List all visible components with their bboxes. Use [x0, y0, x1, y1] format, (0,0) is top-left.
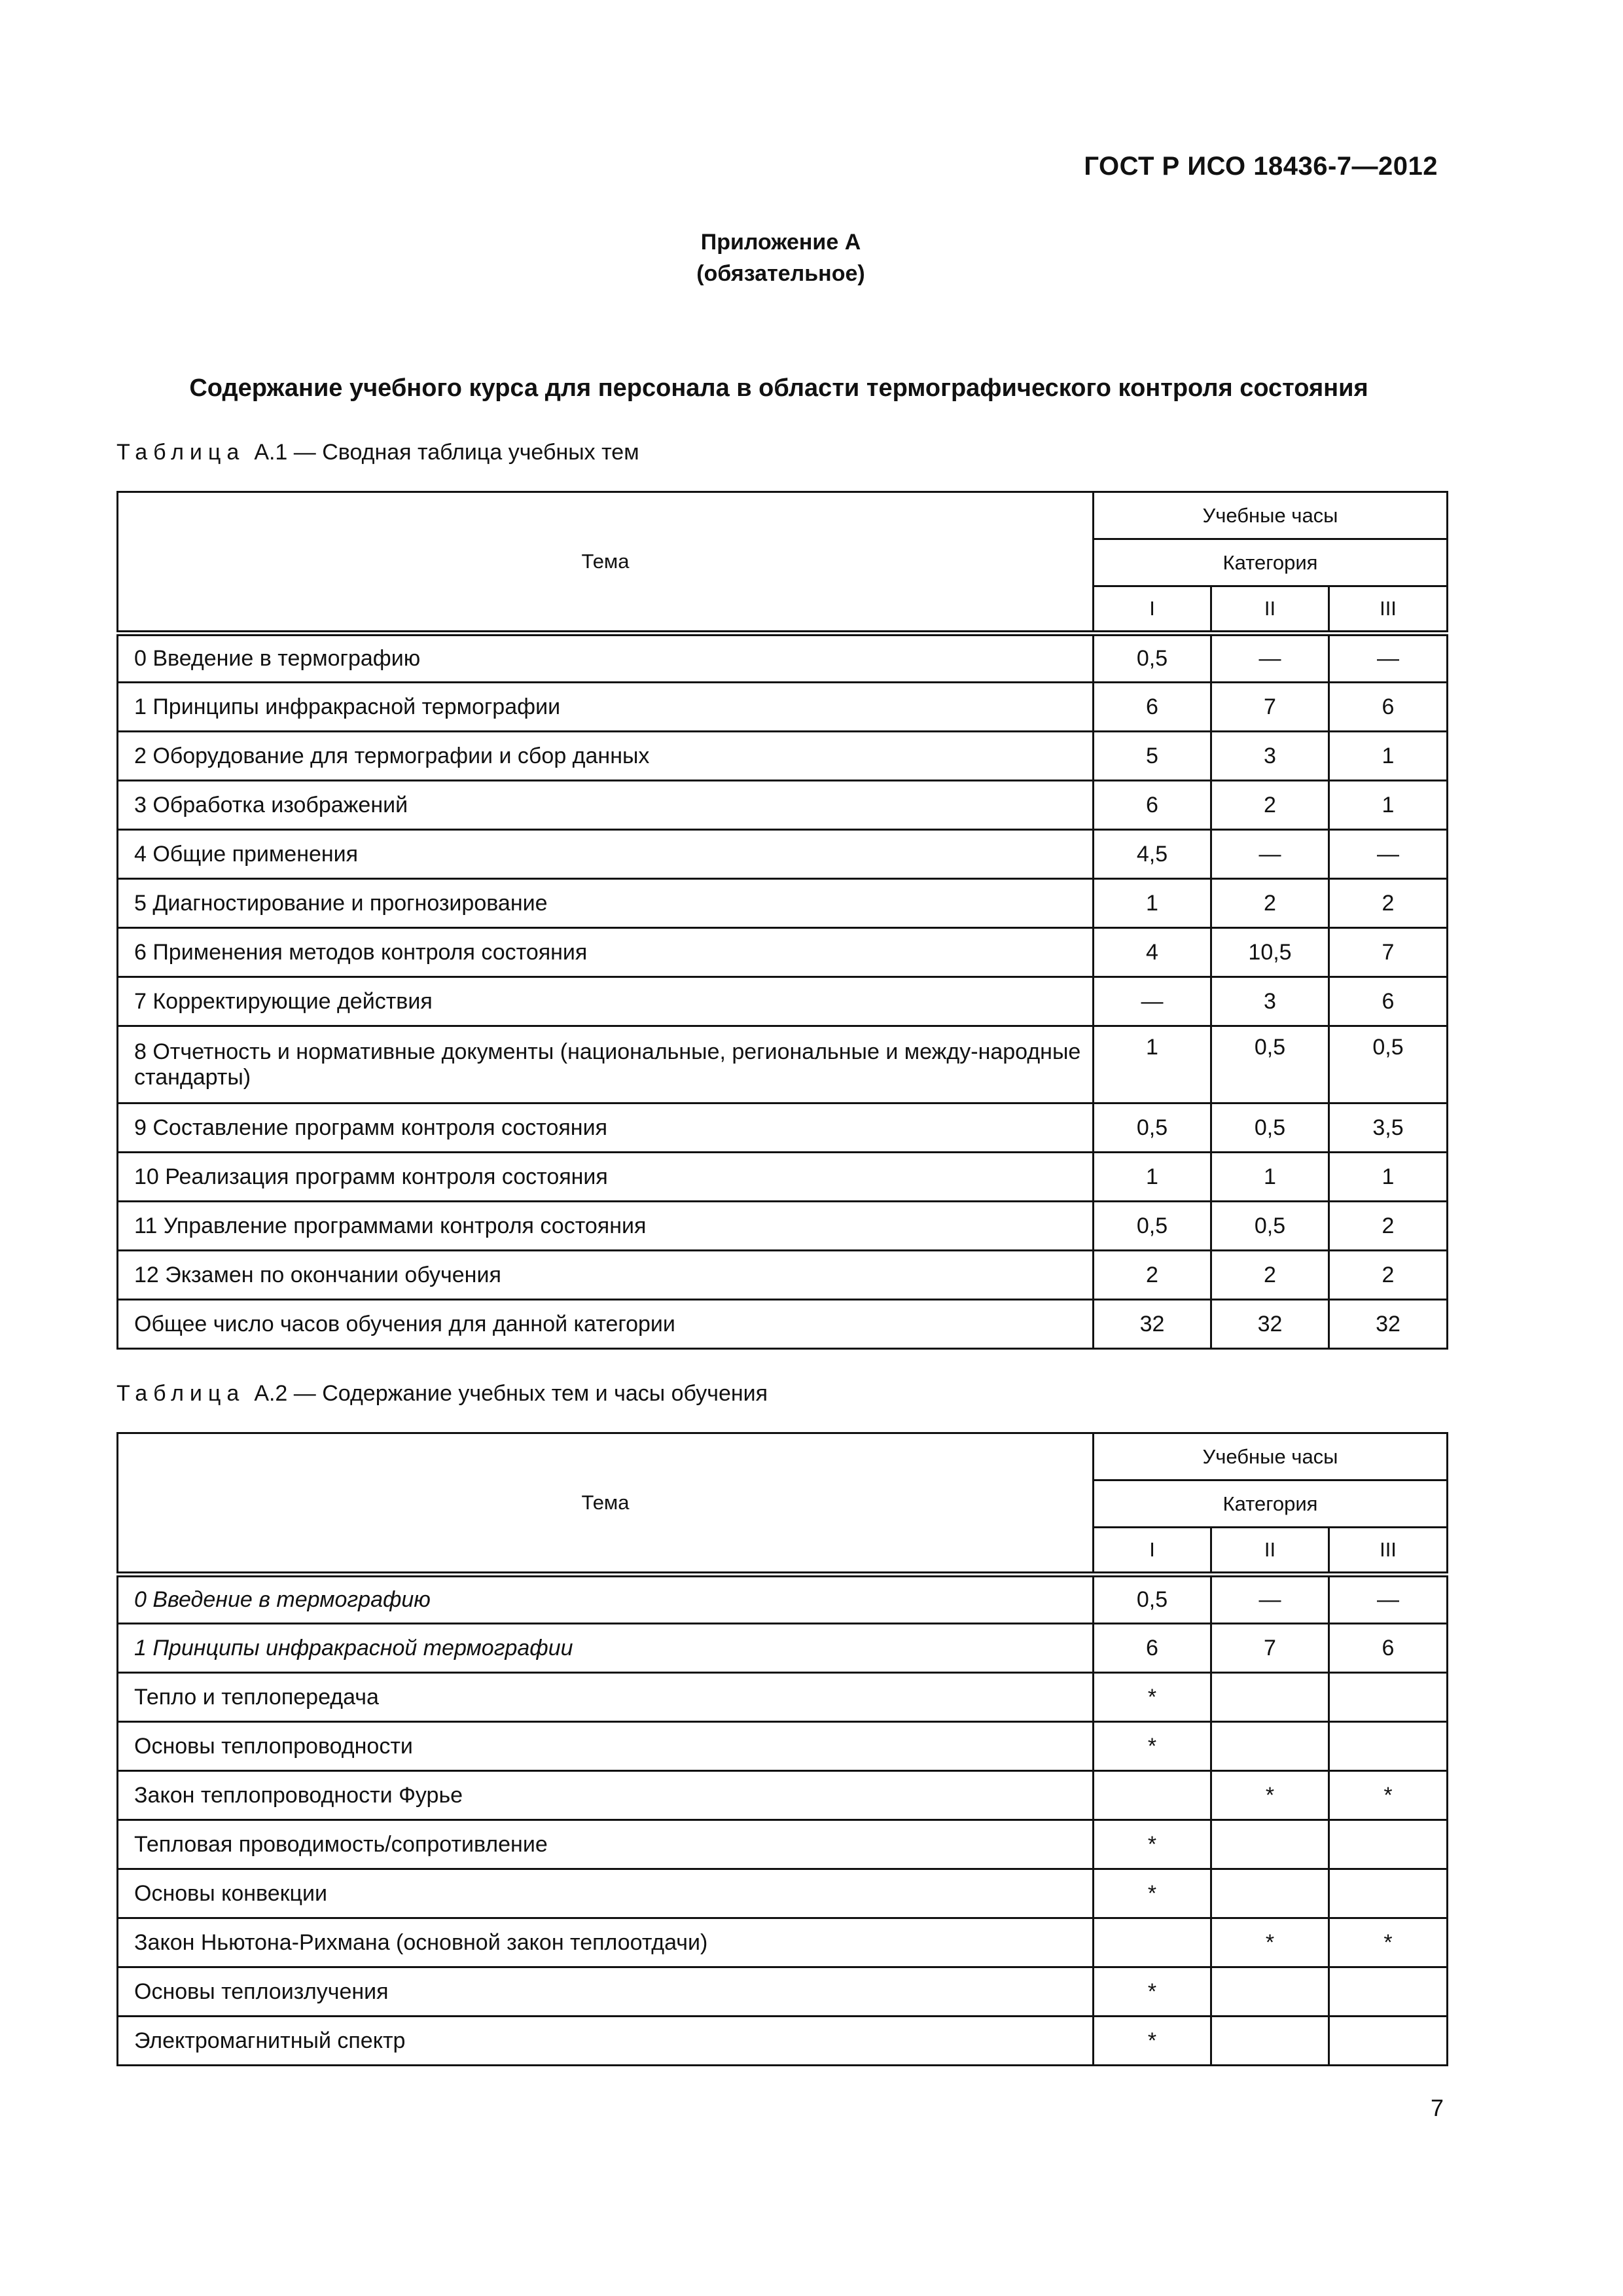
hours-value: 1 [1382, 743, 1395, 768]
hours-cell-cat-1 [1094, 732, 1211, 781]
topic-cell: 8 Отчетность и нормативные документы (национальные, региональные и между-народные стандарты) [118, 1026, 1094, 1103]
hours-value: 7 [1382, 939, 1395, 965]
hours-cell-cat-2 [1211, 634, 1329, 683]
hours-value: — [1377, 646, 1399, 671]
topic-cell: Тепловая проводимость/сопротивление [118, 1820, 1094, 1869]
hours-cell-cat-1 [1094, 879, 1211, 928]
hours-value: — [1141, 988, 1164, 1014]
table1-header-cat-2: II [1211, 586, 1329, 634]
table-row [118, 732, 1448, 781]
table2-caption-text: А.2 — Содержание учебных тем и часы обучения [254, 1381, 768, 1406]
table2-header-hours: Учебные часы [1094, 1433, 1448, 1480]
hours-value: 1 [1146, 1164, 1158, 1189]
hours-cell-cat-3 [1329, 683, 1448, 732]
hours-value: — [1377, 841, 1399, 867]
topic-cell: Электромагнитный спектр [118, 2017, 1094, 2066]
hours-value: 2 [1264, 1262, 1276, 1287]
hours-cell-cat-2 [1211, 1575, 1329, 1624]
topic-cell: Тепло и теплопередача [118, 1673, 1094, 1722]
table-row [118, 1300, 1448, 1349]
hours-cell-cat-2 [1211, 1300, 1329, 1349]
hours-cell-cat-1 [1094, 1103, 1211, 1153]
hours-value: 32 [1376, 1311, 1400, 1336]
topic-cell: Общее число часов обучения для данной категории [118, 1300, 1094, 1349]
hours-value: 32 [1139, 1311, 1165, 1336]
table1-header-category: Категория [1094, 539, 1448, 586]
hours-value: 1 [1382, 792, 1395, 817]
table-row [118, 928, 1448, 977]
topic-cell: 1 Принципы инфракрасной термографии [118, 1624, 1094, 1673]
hours-cell-cat-3 [1329, 977, 1448, 1026]
hours-cell-cat-2 [1211, 732, 1329, 781]
document-code: ГОСТ Р ИСО 18436-7—2012 [1084, 152, 1438, 181]
hours-cell-cat-1 [1094, 1918, 1211, 1967]
table1-caption-prefix: Таблица [116, 440, 245, 465]
hours-cell-cat-1 [1094, 1967, 1211, 2017]
hours-value: 0,5 [1136, 1587, 1168, 1612]
table1-caption-text: А.1 — Сводная таблица учебных тем [254, 440, 639, 465]
hours-cell-cat-3 [1329, 1771, 1448, 1820]
table2-header-cat-2: II [1211, 1528, 1329, 1575]
hours-cell-cat-3 [1329, 1918, 1448, 1967]
topic-cell: 2 Оборудование для термографии и сбор данных [118, 732, 1094, 781]
table-row [118, 1103, 1448, 1153]
hours-value: 3 [1264, 743, 1276, 768]
hours-cell-cat-2 [1211, 1869, 1329, 1918]
hours-cell-cat-2 [1211, 830, 1329, 879]
table-row [118, 1673, 1448, 1722]
table1-body [118, 634, 1448, 1349]
table-row [118, 1918, 1448, 1967]
hours-cell-cat-1 [1094, 634, 1211, 683]
hours-cell-cat-3 [1329, 830, 1448, 879]
hours-value: 7 [1264, 1635, 1276, 1660]
table2-body [118, 1575, 1448, 2066]
hours-value: 6 [1382, 694, 1395, 719]
topic-cell: 12 Экзамен по окончании обучения [118, 1251, 1094, 1300]
hours-value: 2 [1382, 890, 1395, 916]
hours-cell-cat-2 [1211, 1967, 1329, 2017]
table2-header-category: Категория [1094, 1480, 1448, 1528]
hours-cell-cat-2 [1211, 2017, 1329, 2066]
table-row [118, 830, 1448, 879]
hours-value: 6 [1146, 792, 1158, 817]
hours-value: — [1377, 1587, 1399, 1612]
table-row [118, 683, 1448, 732]
hours-value: 0,5 [1136, 1115, 1168, 1140]
annex-heading [0, 226, 1561, 289]
hours-value: — [1258, 841, 1281, 867]
table-row [118, 1202, 1448, 1251]
topic-cell: Основы теплоизлучения [118, 1967, 1094, 2017]
hours-value: * [1147, 1880, 1157, 1906]
hours-cell-cat-3 [1329, 732, 1448, 781]
section-title: Содержание учебного курса для персонала в области термографического контроля состояния [189, 374, 1368, 402]
hours-value: — [1258, 646, 1281, 671]
hours-cell-cat-3 [1329, 1251, 1448, 1300]
table2-caption [116, 1381, 768, 1407]
hours-cell-cat-2 [1211, 1771, 1329, 1820]
table1-header-hours: Учебные часы [1094, 492, 1448, 539]
annex-status: (обязательное) [696, 261, 865, 286]
table-row [118, 781, 1448, 830]
hours-value: * [1383, 1929, 1393, 1955]
hours-value: 0,5 [1254, 1115, 1286, 1140]
hours-value: * [1147, 1733, 1157, 1759]
topic-cell: 1 Принципы инфракрасной термографии [118, 683, 1094, 732]
table1 [116, 491, 1448, 1350]
table-row [118, 977, 1448, 1026]
hours-cell-cat-2 [1211, 1918, 1329, 1967]
hours-value: * [1147, 1831, 1157, 1857]
hours-cell-cat-1 [1094, 1624, 1211, 1673]
topic-cell: Основы конвекции [118, 1869, 1094, 1918]
hours-cell-cat-3 [1329, 1103, 1448, 1153]
hours-value: * [1383, 1782, 1393, 1808]
table2 [116, 1432, 1448, 2066]
hours-cell-cat-3 [1329, 1300, 1448, 1349]
hours-cell-cat-2 [1211, 683, 1329, 732]
hours-cell-cat-1 [1094, 1869, 1211, 1918]
hours-value: 10,5 [1248, 939, 1292, 965]
hours-cell-cat-1 [1094, 1026, 1211, 1103]
table1-caption [116, 440, 639, 465]
table2-header-cat-1: I [1094, 1528, 1211, 1575]
hours-value: — [1258, 1587, 1281, 1612]
table2-header-cat-3: III [1329, 1528, 1448, 1575]
table1-header-topic: Тема [118, 492, 1094, 634]
topic-cell: 10 Реализация программ контроля состояния [118, 1153, 1094, 1202]
topic-cell: Закон теплопроводности Фурье [118, 1771, 1094, 1820]
hours-value: 1 [1264, 1164, 1276, 1189]
hours-cell-cat-2 [1211, 1251, 1329, 1300]
hours-value: 0,5 [1372, 1035, 1404, 1060]
hours-cell-cat-2 [1211, 1624, 1329, 1673]
hours-cell-cat-3 [1329, 1869, 1448, 1918]
hours-cell-cat-3 [1329, 781, 1448, 830]
hours-value: 1 [1382, 1164, 1395, 1189]
hours-value: * [1265, 1929, 1275, 1955]
hours-cell-cat-1 [1094, 1300, 1211, 1349]
hours-value: 4,5 [1136, 841, 1168, 867]
hours-cell-cat-2 [1211, 781, 1329, 830]
hours-value: 0,5 [1136, 646, 1168, 671]
hours-value: 5 [1146, 743, 1158, 768]
hours-cell-cat-1 [1094, 1771, 1211, 1820]
table-row [118, 634, 1448, 683]
hours-cell-cat-1 [1094, 1202, 1211, 1251]
hours-value: 2 [1264, 792, 1276, 817]
hours-value: 6 [1382, 988, 1395, 1014]
topic-cell: 0 Введение в термографию [118, 634, 1094, 683]
hours-value: 6 [1382, 1635, 1395, 1660]
table2-header-topic: Тема [118, 1433, 1094, 1575]
hours-value: 0,5 [1254, 1035, 1286, 1060]
table-row [118, 1251, 1448, 1300]
topic-cell: 3 Обработка изображений [118, 781, 1094, 830]
hours-value: 3,5 [1372, 1115, 1404, 1140]
hours-cell-cat-1 [1094, 1575, 1211, 1624]
annex-title: Приложение А [700, 230, 861, 255]
hours-value: * [1147, 1684, 1157, 1710]
table1-header-cat-3: III [1329, 586, 1448, 634]
topic-cell: 7 Корректирующие действия [118, 977, 1094, 1026]
hours-value: * [1147, 2028, 1157, 2053]
hours-value: 32 [1257, 1311, 1283, 1336]
hours-cell-cat-2 [1211, 1026, 1329, 1103]
hours-cell-cat-1 [1094, 2017, 1211, 2066]
table-row [118, 1771, 1448, 1820]
hours-cell-cat-3 [1329, 879, 1448, 928]
page-number: 7 [1430, 2094, 1444, 2121]
hours-value: 1 [1146, 890, 1158, 916]
hours-cell-cat-1 [1094, 683, 1211, 732]
hours-cell-cat-2 [1211, 1153, 1329, 1202]
hours-value: 2 [1382, 1262, 1395, 1287]
topic-cell: 0 Введение в термографию [118, 1575, 1094, 1624]
hours-cell-cat-1 [1094, 830, 1211, 879]
hours-cell-cat-3 [1329, 1575, 1448, 1624]
table1-header-cat-1: I [1094, 586, 1211, 634]
hours-cell-cat-2 [1211, 1820, 1329, 1869]
table-row [118, 1967, 1448, 2017]
hours-value: 0,5 [1254, 1213, 1286, 1238]
hours-cell-cat-1 [1094, 1820, 1211, 1869]
hours-cell-cat-1 [1094, 1673, 1211, 1722]
table-row [118, 1820, 1448, 1869]
hours-value: 2 [1264, 890, 1276, 916]
topic-cell: 11 Управление программами контроля состояния [118, 1202, 1094, 1251]
hours-cell-cat-1 [1094, 1153, 1211, 1202]
hours-cell-cat-3 [1329, 928, 1448, 977]
topic-cell: 5 Диагностирование и прогнозирование [118, 879, 1094, 928]
hours-value: 1 [1146, 1035, 1158, 1060]
hours-cell-cat-2 [1211, 1103, 1329, 1153]
table-row [118, 879, 1448, 928]
hours-value: 0,5 [1136, 1213, 1168, 1238]
hours-value: 2 [1382, 1213, 1395, 1238]
topic-cell: Основы теплопроводности [118, 1722, 1094, 1771]
table-row [118, 1869, 1448, 1918]
topic-cell: 9 Составление программ контроля состояния [118, 1103, 1094, 1153]
table-row [118, 1153, 1448, 1202]
hours-cell-cat-3 [1329, 1967, 1448, 2017]
topic-cell: 4 Общие применения [118, 830, 1094, 879]
hours-cell-cat-3 [1329, 2017, 1448, 2066]
hours-cell-cat-3 [1329, 634, 1448, 683]
table-row [118, 1026, 1448, 1103]
hours-value: 6 [1146, 1635, 1158, 1660]
hours-cell-cat-1 [1094, 928, 1211, 977]
hours-cell-cat-1 [1094, 1251, 1211, 1300]
hours-cell-cat-2 [1211, 928, 1329, 977]
hours-value: 7 [1264, 694, 1276, 719]
hours-cell-cat-2 [1211, 1202, 1329, 1251]
hours-cell-cat-1 [1094, 1722, 1211, 1771]
table-row [118, 1575, 1448, 1624]
hours-value: 6 [1146, 694, 1158, 719]
hours-cell-cat-3 [1329, 1624, 1448, 1673]
hours-cell-cat-2 [1211, 977, 1329, 1026]
hours-value: 4 [1146, 939, 1158, 965]
table-row [118, 1624, 1448, 1673]
hours-cell-cat-3 [1329, 1202, 1448, 1251]
hours-cell-cat-2 [1211, 1673, 1329, 1722]
hours-cell-cat-1 [1094, 781, 1211, 830]
table2-caption-prefix: Таблица [116, 1381, 245, 1406]
hours-cell-cat-2 [1211, 879, 1329, 928]
hours-cell-cat-3 [1329, 1820, 1448, 1869]
hours-cell-cat-3 [1329, 1722, 1448, 1771]
hours-value: 2 [1146, 1262, 1158, 1287]
topic-cell: 6 Применения методов контроля состояния [118, 928, 1094, 977]
hours-cell-cat-3 [1329, 1673, 1448, 1722]
hours-cell-cat-1 [1094, 977, 1211, 1026]
hours-value: * [1265, 1782, 1275, 1808]
table-row [118, 2017, 1448, 2066]
hours-cell-cat-3 [1329, 1026, 1448, 1103]
topic-cell: Закон Ньютона-Рихмана (основной закон теплоотдачи) [118, 1918, 1094, 1967]
hours-cell-cat-2 [1211, 1722, 1329, 1771]
table-row [118, 1722, 1448, 1771]
hours-value: * [1147, 1979, 1157, 2004]
hours-cell-cat-3 [1329, 1153, 1448, 1202]
hours-value: 3 [1264, 988, 1276, 1014]
